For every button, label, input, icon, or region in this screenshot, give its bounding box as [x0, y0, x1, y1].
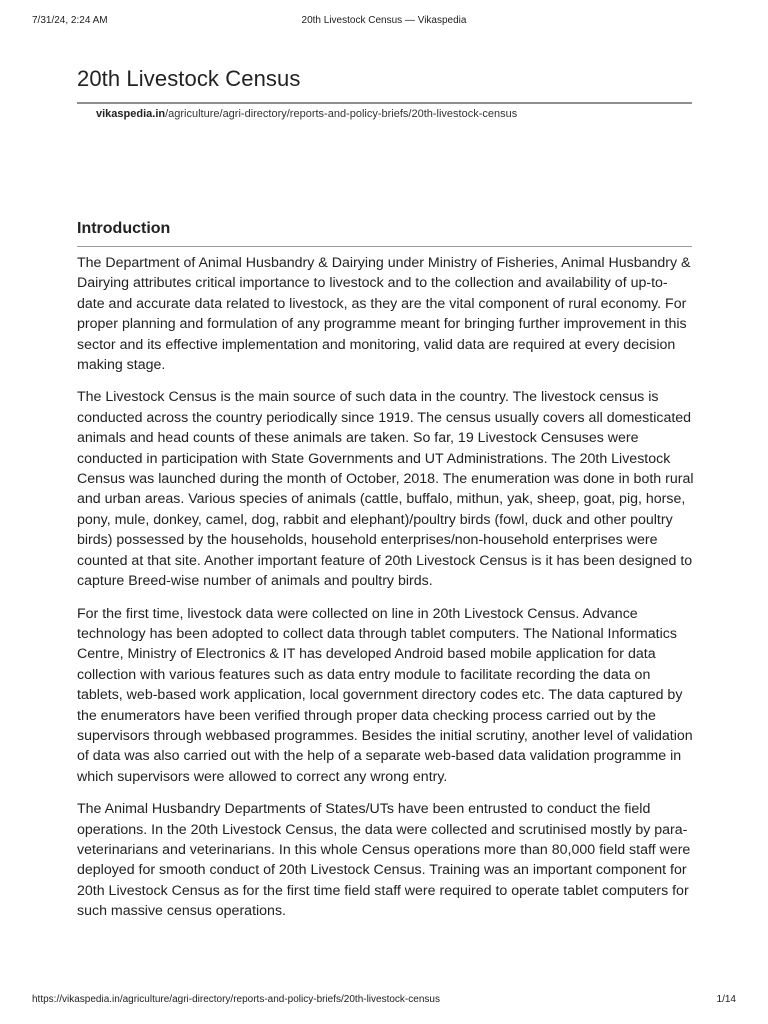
print-footer — [32, 994, 736, 1008]
print-header — [32, 15, 736, 29]
source-url-path: /agriculture/agri-directory/reports-and-policy-briefs/20th-livestock-census — [165, 108, 518, 120]
paragraph-1: The Department of Animal Husbandry & Dairying under Ministry of Fisheries, Animal Husbandry & Dairying attributes critical importance to livestock and to the collection and availability of up-to-date and accurate data related to livestock, as they are the vital component of rural economy. For proper planning and formulation of any programme meant for bringing further improvement in this sector and its effective implementation and monitoring, valid data are required at every decision making stage. — [77, 255, 691, 374]
print-footer-url: https://vikaspedia.in/agriculture/agri-directory/reports-and-policy-briefs/20th-livestock-census — [32, 994, 440, 1005]
print-document-title: 20th Livestock Census — Vikaspedia — [301, 15, 467, 26]
print-datetime: 7/31/24, 2:24 AM — [32, 15, 108, 26]
paragraph-3: For the first time, livestock data were collected on line in 20th Livestock Census. Advance technology has been adopted to collect data through tablet computers. The National Informatics Centre, Ministry of Electronics & IT has developed Android based mobile application for data collection with various features such as data entry module to facilitate recording the data on tablets, web-based work application, local government directory codes etc. The data captured by the enumerators have been verified through proper data checking process carried out by the supervisors through webbased programmes. Besides the initial scrutiny, another level of validation of data was also carried out with the help of a separate web-based data validation programme in which supervisors were allowed to correct any wrong entry. — [77, 605, 693, 785]
page-title: 20th Livestock Census — [77, 66, 301, 91]
article-body — [77, 253, 695, 934]
paragraph-4: The Animal Husbandry Departments of States/UTs have been entrusted to conduct the field operations. In the 20th Livestock Census, the data were collected and scrutinised mostly by para-veterinarians and veterinarians. In this whole Census operations more than 80,000 field staff were deployed for smooth conduct of 20th Livestock Census. Training was an important component for 20th Livestock Census as for the first time field staff were required to operate tablet computers for such massive census operations. — [77, 801, 691, 920]
source-url-host: vikaspedia.in — [96, 108, 166, 120]
section-divider — [77, 246, 692, 247]
title-divider — [77, 102, 692, 104]
section-heading-introduction: Introduction — [77, 220, 171, 237]
page-number: 1/14 — [716, 994, 736, 1005]
source-url[interactable] — [96, 108, 517, 120]
paragraph-2: The Livestock Census is the main source of such data in the country. The livestock census is conducted across the country periodically since 1919. The census usually covers all domesticated animals and head counts of these animals are taken. So far, 19 Livestock Censuses were conducted in participation with State Governments and UT Administrations. The 20th Livestock Census was launched during the month of October, 2018. The enumeration was done in both rural and urban areas. Various species of animals (cattle, buffalo, mithun, yak, sheep, goat, pig, horse, pony, mule, donkey, camel, dog, rabbit and elephant)/poultry birds (fowl, duck and other poultry birds) possessed by the households, household enterprises/non-household enterprises were counted at that site. Another important feature of 20th Livestock Census is it has been designed to capture Breed-wise number of animals and poultry birds. — [77, 389, 694, 590]
